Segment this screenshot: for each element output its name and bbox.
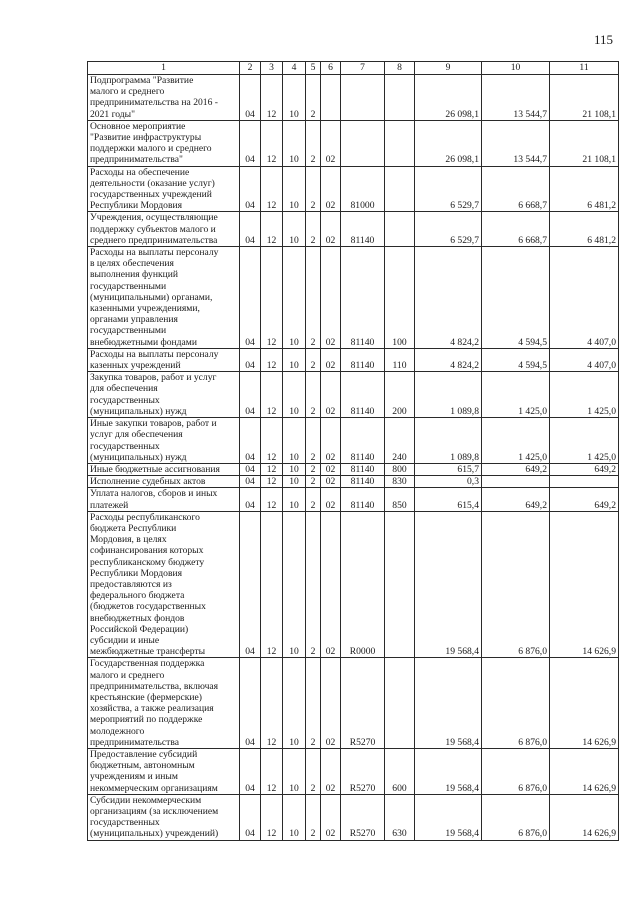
row-description: Расходы на выплаты персоналу в целях обеспечения выполнения функций государственными (муниципальными) органами, казенными учреждениями, органами управления государственными внебюджетными фондами — [88, 247, 240, 349]
code-col-3: 12 — [261, 166, 283, 212]
amount-col-9: 19 568,4 — [415, 658, 482, 749]
code-col-6: 02 — [321, 120, 341, 166]
table-row — [88, 348, 619, 371]
code-col-3: 12 — [261, 511, 283, 658]
amount-col-11: 21 108,1 — [550, 120, 619, 166]
budget-table — [87, 61, 619, 841]
row-description: Исполнение судебных актов — [88, 476, 240, 488]
code-col-8 — [385, 166, 415, 212]
row-description: Иные закупки товаров, работ и услуг для обеспечения государственных (муниципальных) нужд — [88, 418, 240, 464]
amount-col-11: 1 425,0 — [550, 418, 619, 464]
code-col-6: 02 — [321, 247, 341, 349]
amount-col-11 — [550, 476, 619, 488]
amount-col-11: 4 407,0 — [550, 247, 619, 349]
table-row — [88, 748, 619, 794]
code-col-2: 04 — [240, 348, 261, 371]
code-col-6: 02 — [321, 348, 341, 371]
code-col-6: 02 — [321, 658, 341, 749]
code-col-2: 04 — [240, 476, 261, 488]
code-col-4: 10 — [283, 212, 306, 247]
code-col-5: 2 — [306, 488, 321, 511]
amount-col-11: 14 626,9 — [550, 511, 619, 658]
amount-col-10: 6 668,7 — [482, 212, 550, 247]
code-col-8: 600 — [385, 748, 415, 794]
amount-col-11: 14 626,9 — [550, 658, 619, 749]
code-col-7: 81140 — [341, 212, 385, 247]
code-col-2: 04 — [240, 75, 261, 121]
amount-col-9: 26 098,1 — [415, 120, 482, 166]
code-col-4: 10 — [283, 748, 306, 794]
amount-col-9: 19 568,4 — [415, 748, 482, 794]
amount-col-10: 4 594,5 — [482, 247, 550, 349]
code-col-2: 04 — [240, 748, 261, 794]
code-col-4: 10 — [283, 247, 306, 349]
table-row — [88, 463, 619, 475]
amount-col-9: 1 089,8 — [415, 372, 482, 418]
amount-col-11: 14 626,9 — [550, 748, 619, 794]
code-col-7: 81140 — [341, 463, 385, 475]
amount-col-10: 1 425,0 — [482, 372, 550, 418]
code-col-5: 2 — [306, 75, 321, 121]
amount-col-10 — [482, 476, 550, 488]
code-col-2: 04 — [240, 212, 261, 247]
row-description: Подпрограмма "Развитие малого и среднего предпринимательства на 2016 - 2021 годы" — [88, 75, 240, 121]
table-row — [88, 372, 619, 418]
code-col-4: 10 — [283, 120, 306, 166]
code-col-5: 2 — [306, 463, 321, 475]
code-col-5: 2 — [306, 658, 321, 749]
code-col-5: 2 — [306, 418, 321, 464]
amount-col-10: 649,2 — [482, 488, 550, 511]
row-description: Уплата налогов, сборов и иных платежей — [88, 488, 240, 511]
code-col-3: 12 — [261, 418, 283, 464]
code-col-6: 02 — [321, 418, 341, 464]
code-col-7: 81140 — [341, 488, 385, 511]
code-col-8 — [385, 120, 415, 166]
code-col-3: 12 — [261, 75, 283, 121]
code-col-3: 12 — [261, 463, 283, 475]
amount-col-10: 1 425,0 — [482, 418, 550, 464]
code-col-8 — [385, 75, 415, 121]
code-col-6: 02 — [321, 463, 341, 475]
code-col-8 — [385, 511, 415, 658]
column-header: 10 — [482, 62, 550, 75]
code-col-4: 10 — [283, 372, 306, 418]
code-col-7: R5270 — [341, 794, 385, 840]
code-col-7: 81140 — [341, 247, 385, 349]
code-col-4: 10 — [283, 418, 306, 464]
code-col-3: 12 — [261, 658, 283, 749]
code-col-2: 04 — [240, 247, 261, 349]
row-description: Государственная поддержка малого и среднего предпринимательства, включая крестьянские (фермерские) хозяйства, а также реализация мероприятий по поддержке молодежного предпринимательства — [88, 658, 240, 749]
code-col-6: 02 — [321, 511, 341, 658]
code-col-5: 2 — [306, 247, 321, 349]
code-col-3: 12 — [261, 348, 283, 371]
amount-col-10: 13 544,7 — [482, 120, 550, 166]
code-col-3: 12 — [261, 476, 283, 488]
code-col-2: 04 — [240, 418, 261, 464]
code-col-2: 04 — [240, 120, 261, 166]
amount-col-10: 6 876,0 — [482, 511, 550, 658]
column-header: 9 — [415, 62, 482, 75]
code-col-6 — [321, 75, 341, 121]
code-col-6: 02 — [321, 748, 341, 794]
code-col-5: 2 — [306, 748, 321, 794]
column-header: 2 — [240, 62, 261, 75]
code-col-7: R5270 — [341, 748, 385, 794]
table-row — [88, 488, 619, 511]
header-row — [88, 62, 619, 75]
table-row — [88, 658, 619, 749]
code-col-5: 2 — [306, 166, 321, 212]
code-col-3: 12 — [261, 120, 283, 166]
code-col-5: 2 — [306, 372, 321, 418]
code-col-7: 81140 — [341, 348, 385, 371]
table-row — [88, 794, 619, 840]
code-col-4: 10 — [283, 658, 306, 749]
code-col-3: 12 — [261, 748, 283, 794]
code-col-2: 04 — [240, 463, 261, 475]
code-col-7: 81140 — [341, 372, 385, 418]
code-col-6: 02 — [321, 372, 341, 418]
amount-col-9: 26 098,1 — [415, 75, 482, 121]
code-col-4: 10 — [283, 348, 306, 371]
amount-col-9: 19 568,4 — [415, 794, 482, 840]
code-col-3: 12 — [261, 794, 283, 840]
code-col-7 — [341, 120, 385, 166]
code-col-7: 81140 — [341, 418, 385, 464]
code-col-7 — [341, 75, 385, 121]
amount-col-11: 6 481,2 — [550, 166, 619, 212]
column-header: 3 — [261, 62, 283, 75]
code-col-6: 02 — [321, 476, 341, 488]
table-row — [88, 75, 619, 121]
code-col-2: 04 — [240, 166, 261, 212]
column-header: 5 — [306, 62, 321, 75]
code-col-3: 12 — [261, 488, 283, 511]
amount-col-10: 6 876,0 — [482, 794, 550, 840]
code-col-5: 2 — [306, 120, 321, 166]
code-col-6: 02 — [321, 166, 341, 212]
column-header: 1 — [88, 62, 240, 75]
code-col-8: 830 — [385, 476, 415, 488]
code-col-6: 02 — [321, 488, 341, 511]
page-number: 115 — [593, 32, 613, 47]
amount-col-11: 14 626,9 — [550, 794, 619, 840]
code-col-7: R0000 — [341, 511, 385, 658]
code-col-8: 630 — [385, 794, 415, 840]
code-col-5: 2 — [306, 348, 321, 371]
amount-col-9: 1 089,8 — [415, 418, 482, 464]
code-col-8: 110 — [385, 348, 415, 371]
code-col-4: 10 — [283, 511, 306, 658]
table-row — [88, 120, 619, 166]
code-col-8 — [385, 658, 415, 749]
amount-col-9: 4 824,2 — [415, 348, 482, 371]
code-col-7: R5270 — [341, 658, 385, 749]
code-col-3: 12 — [261, 212, 283, 247]
code-col-8: 200 — [385, 372, 415, 418]
row-description: Предоставление субсидий бюджетным, автономным учреждениям и иным некоммерческим организациям — [88, 748, 240, 794]
table-row — [88, 476, 619, 488]
code-col-4: 10 — [283, 488, 306, 511]
code-col-8: 100 — [385, 247, 415, 349]
row-description: Иные бюджетные ассигнования — [88, 463, 240, 475]
row-description: Субсидии некоммерческим организациям (за исключением государственных (муниципальных) учреждений) — [88, 794, 240, 840]
amount-col-11: 4 407,0 — [550, 348, 619, 371]
amount-col-10: 6 668,7 — [482, 166, 550, 212]
code-col-3: 12 — [261, 372, 283, 418]
amount-col-11: 1 425,0 — [550, 372, 619, 418]
row-description: Закупка товаров, работ и услуг для обеспечения государственных (муниципальных) нужд — [88, 372, 240, 418]
table-row — [88, 418, 619, 464]
table-row — [88, 166, 619, 212]
code-col-8: 800 — [385, 463, 415, 475]
row-description: Основное мероприятие "Развитие инфраструктуры поддержки малого и среднего предпринимательства" — [88, 120, 240, 166]
code-col-8 — [385, 212, 415, 247]
column-header: 11 — [550, 62, 619, 75]
code-col-8: 240 — [385, 418, 415, 464]
amount-col-10: 6 876,0 — [482, 658, 550, 749]
amount-col-10: 649,2 — [482, 463, 550, 475]
code-col-2: 04 — [240, 794, 261, 840]
code-col-4: 10 — [283, 463, 306, 475]
code-col-4: 10 — [283, 794, 306, 840]
code-col-6: 02 — [321, 794, 341, 840]
code-col-5: 2 — [306, 794, 321, 840]
code-col-7: 81140 — [341, 476, 385, 488]
code-col-2: 04 — [240, 658, 261, 749]
amount-col-9: 19 568,4 — [415, 511, 482, 658]
amount-col-9: 0,3 — [415, 476, 482, 488]
amount-col-9: 6 529,7 — [415, 166, 482, 212]
code-col-4: 10 — [283, 75, 306, 121]
column-header: 6 — [321, 62, 341, 75]
code-col-6: 02 — [321, 212, 341, 247]
row-description: Расходы республиканского бюджета Республики Мордовия, в целях софинансирования которых республиканскому бюджету Республики Мордовия предоставляются из федерального бюджета (бюджетов государственных внебюджетных фондов Российской Федерации) субсидии и иные межбюджетные трансферты — [88, 511, 240, 658]
code-col-2: 04 — [240, 511, 261, 658]
amount-col-10: 4 594,5 — [482, 348, 550, 371]
amount-col-11: 649,2 — [550, 463, 619, 475]
code-col-3: 12 — [261, 247, 283, 349]
row-description: Расходы на обеспечение деятельности (оказание услуг) государственных учреждений Республики Мордовия — [88, 166, 240, 212]
amount-col-10: 13 544,7 — [482, 75, 550, 121]
code-col-5: 2 — [306, 212, 321, 247]
code-col-5: 2 — [306, 511, 321, 658]
column-header: 8 — [385, 62, 415, 75]
table-row — [88, 212, 619, 247]
code-col-4: 10 — [283, 476, 306, 488]
code-col-7: 81000 — [341, 166, 385, 212]
table-row — [88, 247, 619, 349]
code-col-5: 2 — [306, 476, 321, 488]
amount-col-9: 6 529,7 — [415, 212, 482, 247]
code-col-2: 04 — [240, 372, 261, 418]
column-header: 7 — [341, 62, 385, 75]
column-header: 4 — [283, 62, 306, 75]
code-col-2: 04 — [240, 488, 261, 511]
table-row — [88, 511, 619, 658]
row-description: Учреждения, осуществляющие поддержку субъектов малого и среднего предпринимательства — [88, 212, 240, 247]
code-col-8: 850 — [385, 488, 415, 511]
amount-col-11: 21 108,1 — [550, 75, 619, 121]
row-description: Расходы на выплаты персоналу казенных учреждений — [88, 348, 240, 371]
amount-col-9: 615,7 — [415, 463, 482, 475]
amount-col-10: 6 876,0 — [482, 748, 550, 794]
amount-col-9: 4 824,2 — [415, 247, 482, 349]
amount-col-9: 615,4 — [415, 488, 482, 511]
amount-col-11: 649,2 — [550, 488, 619, 511]
code-col-4: 10 — [283, 166, 306, 212]
amount-col-11: 6 481,2 — [550, 212, 619, 247]
